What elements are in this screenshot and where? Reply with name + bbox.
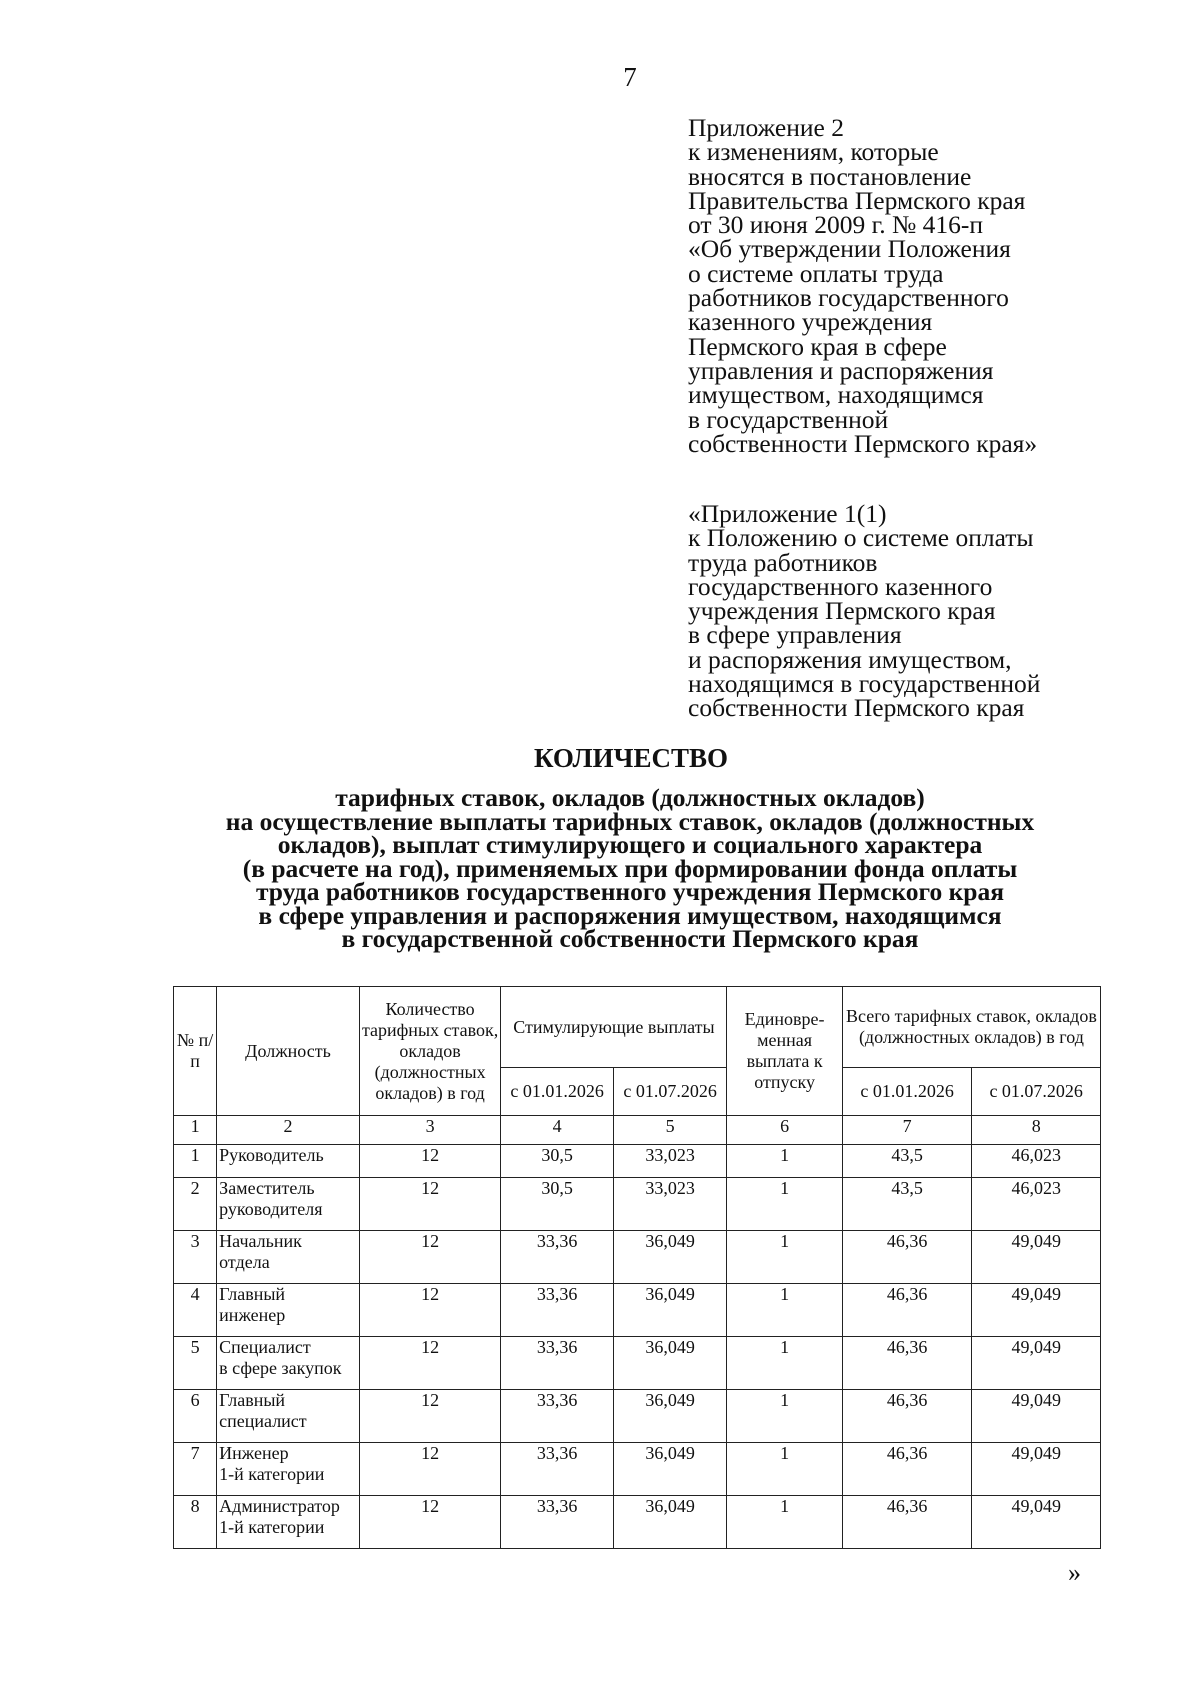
row-num: 6 [174, 1390, 217, 1443]
header-incentive-date-1: с 01.01.2026 [501, 1068, 613, 1116]
header-total-date-2: с 01.07.2026 [972, 1068, 1101, 1116]
appendix-line: государственного казенного [688, 571, 993, 601]
position-line: Начальник [219, 1231, 302, 1251]
row-total-2: 49,049 [972, 1231, 1101, 1284]
row-one-time: 1 [727, 1337, 842, 1390]
row-rates: 12 [359, 1178, 501, 1231]
row-incentive-2: 36,049 [613, 1496, 726, 1549]
appendix-1-1-header [688, 499, 1041, 723]
appendix-line: находящимся в государственной [688, 669, 1041, 699]
position-line: 1-й категории [219, 1517, 325, 1537]
column-number: 7 [842, 1116, 972, 1145]
subtitle-line: (в расчете на год), применяемых при формировании фонда оплаты [242, 853, 1018, 883]
position-line: в сфере закупок [219, 1358, 342, 1378]
appendix-line: Пермского края в сфере [688, 331, 947, 361]
table-row [174, 1390, 1101, 1443]
position-line: инженер [219, 1305, 286, 1325]
row-position [217, 1145, 360, 1178]
appendix-line: от 30 июня 2009 г. № 416-п [688, 210, 984, 240]
appendix-line: собственности Пермского края» [688, 428, 1038, 458]
row-rates: 12 [359, 1284, 501, 1337]
rates-table [173, 986, 1101, 1549]
table-row [174, 1284, 1101, 1337]
row-rates: 12 [359, 1390, 501, 1443]
row-position [217, 1390, 360, 1443]
row-position [217, 1284, 360, 1337]
column-number: 4 [501, 1116, 613, 1145]
document-title: КОЛИЧЕСТВО [533, 743, 729, 773]
row-total-1: 46,36 [842, 1443, 972, 1496]
position-line: Руководитель [219, 1145, 324, 1165]
position-line: специалист [219, 1411, 307, 1431]
header-rates-count: Количество тарифных ставок, окладов (должностных окладов) в год [359, 987, 501, 1116]
subtitle-line: в государственной собственности Пермского края [341, 924, 919, 953]
table-row [174, 1443, 1101, 1496]
column-number: 2 [217, 1116, 360, 1145]
header-position: Должность [217, 987, 360, 1116]
subtitle-line: труда работников государственного учреждения Пермского края [255, 877, 1005, 906]
row-total-1: 43,5 [842, 1145, 972, 1178]
column-number: 1 [174, 1116, 217, 1145]
row-incentive-2: 36,049 [613, 1390, 726, 1443]
row-one-time: 1 [727, 1178, 842, 1231]
row-one-time: 1 [727, 1231, 842, 1284]
table-row [174, 1337, 1101, 1390]
appendix-line: «Об утверждении Положения [688, 234, 1011, 264]
row-rates: 12 [359, 1443, 501, 1496]
row-incentive-1: 33,36 [501, 1284, 613, 1337]
row-position [217, 1496, 360, 1549]
row-num: 7 [174, 1443, 217, 1496]
row-total-2: 49,049 [972, 1390, 1101, 1443]
table-row [174, 1496, 1101, 1549]
appendix-line: работников государственного [688, 283, 1009, 313]
subtitle-line: окладов), выплат стимулирующего и социального характера [277, 830, 983, 859]
row-rates: 12 [359, 1145, 501, 1178]
appendix-line: вносятся в постановление [688, 161, 972, 191]
row-position [217, 1443, 360, 1496]
table-row [174, 1145, 1101, 1178]
column-number: 3 [359, 1116, 501, 1145]
row-incentive-1: 33,36 [501, 1443, 613, 1496]
position-line: Инженер [219, 1443, 289, 1463]
position-line: Администратор [219, 1496, 340, 1516]
table-row [174, 1178, 1101, 1231]
appendix-line: и распоряжения имуществом, [688, 644, 1012, 674]
row-total-1: 46,36 [842, 1496, 972, 1549]
document-subtitle [150, 783, 1110, 953]
subtitle-line: на осуществление выплаты тарифных ставок, окладов (должностных [225, 806, 1035, 836]
column-number: 8 [972, 1116, 1101, 1145]
closing-quote: » [1068, 1558, 1081, 1587]
header-incentive: Стимулирующие выплаты [501, 987, 727, 1068]
row-incentive-2: 36,049 [613, 1337, 726, 1390]
row-total-2: 46,023 [972, 1178, 1101, 1231]
row-incentive-2: 33,023 [613, 1178, 726, 1231]
appendix-line: в государственной [688, 404, 889, 434]
row-incentive-1: 33,36 [501, 1231, 613, 1284]
column-number: 6 [727, 1116, 842, 1145]
row-num: 4 [174, 1284, 217, 1337]
row-position [217, 1231, 360, 1284]
table-row [174, 1231, 1101, 1284]
appendix-line: учреждения Пермского края [688, 596, 996, 626]
header-one-time: Единовре-менная выплата к отпуску [727, 987, 842, 1116]
column-number: 5 [613, 1116, 726, 1145]
position-line: Главный [219, 1284, 286, 1304]
row-total-2: 49,049 [972, 1443, 1101, 1496]
appendix-line: в сфере управления [688, 620, 902, 650]
header-total-date-1: с 01.01.2026 [842, 1068, 972, 1116]
row-incentive-2: 36,049 [613, 1231, 726, 1284]
row-total-1: 46,36 [842, 1284, 972, 1337]
row-incentive-2: 36,049 [613, 1443, 726, 1496]
row-num: 1 [174, 1145, 217, 1178]
row-total-1: 46,36 [842, 1390, 972, 1443]
row-incentive-2: 33,023 [613, 1145, 726, 1178]
row-one-time: 1 [727, 1284, 842, 1337]
position-line: Заместитель [219, 1178, 315, 1198]
subtitle-line: тарифных ставок, окладов (должностных окладов) [335, 783, 925, 812]
row-position [217, 1178, 360, 1231]
appendix-2-header [688, 113, 1038, 458]
row-incentive-1: 33,36 [501, 1337, 613, 1390]
row-incentive-2: 36,049 [613, 1284, 726, 1337]
appendix-line: к изменениям, которые [688, 137, 939, 167]
row-incentive-1: 30,5 [501, 1178, 613, 1231]
row-rates: 12 [359, 1337, 501, 1390]
header-num: № п/п [174, 987, 217, 1116]
row-total-1: 46,36 [842, 1231, 972, 1284]
row-total-2: 46,023 [972, 1145, 1101, 1178]
table-header-row [174, 987, 1101, 1068]
column-number-row [174, 1116, 1101, 1145]
row-rates: 12 [359, 1496, 501, 1549]
appendix-line: о системе оплаты труда [688, 258, 944, 288]
row-total-1: 43,5 [842, 1178, 972, 1231]
row-total-2: 49,049 [972, 1496, 1101, 1549]
position-line: Главный [219, 1390, 286, 1410]
row-num: 2 [174, 1178, 217, 1231]
row-one-time: 1 [727, 1390, 842, 1443]
appendix-line: труда работников [688, 547, 878, 577]
subtitle-line: в сфере управления и распоряжения имуществом, находящимся [258, 900, 1002, 930]
row-incentive-1: 33,36 [501, 1496, 613, 1549]
page-number: 7 [623, 62, 637, 92]
header-total: Всего тарифных ставок, окладов (должностных окладов) в год [842, 987, 1100, 1068]
row-incentive-1: 33,36 [501, 1390, 613, 1443]
position-line: отдела [219, 1252, 270, 1272]
appendix-line: Приложение 2 [688, 113, 844, 142]
row-one-time: 1 [727, 1145, 842, 1178]
appendix-line: к Положению о системе оплаты [688, 523, 1034, 553]
position-line: Специалист [219, 1337, 311, 1357]
position-line: 1-й категории [219, 1464, 325, 1484]
row-total-2: 49,049 [972, 1284, 1101, 1337]
row-rates: 12 [359, 1231, 501, 1284]
row-num: 5 [174, 1337, 217, 1390]
row-incentive-1: 30,5 [501, 1145, 613, 1178]
row-one-time: 1 [727, 1443, 842, 1496]
row-position [217, 1337, 360, 1390]
appendix-line: собственности Пермского края [688, 693, 1025, 723]
row-one-time: 1 [727, 1496, 842, 1549]
appendix-line: имуществом, находящимся [688, 380, 984, 410]
row-num: 3 [174, 1231, 217, 1284]
appendix-line: Правительства Пермского края [688, 185, 1026, 215]
appendix-line: управления и распоряжения [688, 355, 994, 385]
row-total-2: 49,049 [972, 1337, 1101, 1390]
appendix-line: «Приложение 1(1) [688, 499, 887, 528]
row-total-1: 46,36 [842, 1337, 972, 1390]
row-num: 8 [174, 1496, 217, 1549]
position-line: руководителя [219, 1199, 323, 1219]
header-incentive-date-2: с 01.07.2026 [613, 1068, 726, 1116]
appendix-line: казенного учреждения [688, 307, 933, 337]
